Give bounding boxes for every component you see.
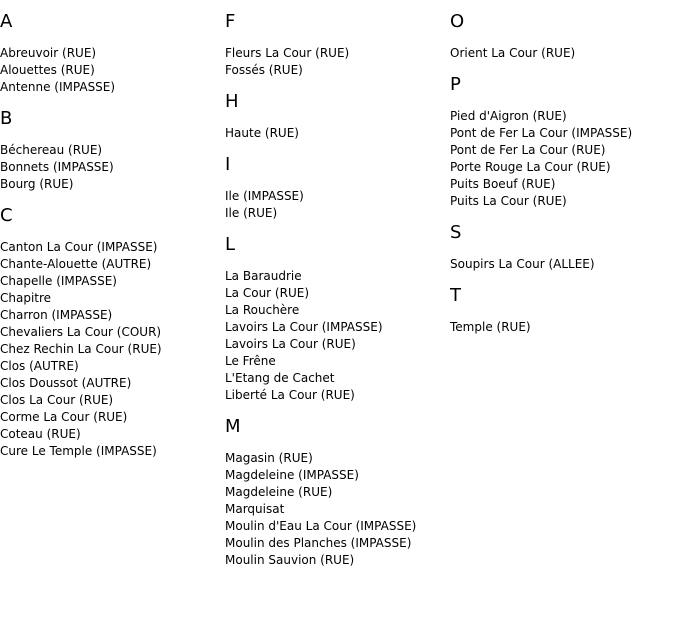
street-item[interactable]: Chez Rechin La Cour (RUE): [0, 342, 162, 356]
street-item[interactable]: Moulin d'Eau La Cour (IMPASSE): [225, 519, 417, 533]
street-item[interactable]: Fossés (RUE): [225, 63, 303, 77]
letter-section-h: [225, 92, 450, 142]
street-item[interactable]: Ile (IMPASSE): [225, 189, 304, 203]
street-list: [225, 125, 450, 142]
letter-section-l: [225, 235, 450, 404]
section-letter-heading: A: [0, 11, 13, 32]
street-item[interactable]: Canton La Cour (IMPASSE): [0, 240, 158, 254]
letter-section-o: [450, 12, 675, 62]
street-item[interactable]: Marquisat: [225, 502, 285, 516]
section-letter-heading: B: [0, 108, 13, 129]
street-item[interactable]: Magasin (RUE): [225, 451, 313, 465]
street-item[interactable]: Clos (AUTRE): [0, 359, 79, 373]
street-item[interactable]: Chapitre: [0, 291, 52, 305]
street-item[interactable]: La Cour (RUE): [225, 286, 309, 300]
street-item[interactable]: Corme La Cour (RUE): [0, 410, 128, 424]
section-letter-heading: F: [225, 11, 236, 32]
street-item[interactable]: Pont de Fer La Cour (IMPASSE): [450, 126, 633, 140]
street-list: [0, 142, 225, 193]
street-list: [225, 450, 450, 569]
street-item[interactable]: Puits La Cour (RUE): [450, 194, 567, 208]
letter-section-s: [450, 223, 675, 273]
letter-section-p: [450, 75, 675, 210]
street-list: [225, 268, 450, 404]
street-list: [450, 45, 675, 62]
section-letter-heading: M: [225, 416, 241, 437]
street-item[interactable]: Temple (RUE): [450, 320, 531, 334]
street-item[interactable]: Le Frêne: [225, 354, 276, 368]
letter-section-c: [0, 206, 225, 460]
street-item[interactable]: Clos La Cour (RUE): [0, 393, 114, 407]
street-item[interactable]: Abreuvoir (RUE): [0, 46, 97, 60]
street-item[interactable]: Béchereau (RUE): [0, 143, 103, 157]
street-item[interactable]: Chevaliers La Cour (COUR): [0, 325, 162, 339]
street-item[interactable]: Charron (IMPASSE): [0, 308, 113, 322]
street-item[interactable]: L'Etang de Cachet: [225, 371, 335, 385]
street-item[interactable]: Orient La Cour (RUE): [450, 46, 576, 60]
section-letter-heading: H: [225, 91, 239, 112]
street-item[interactable]: Magdeleine (IMPASSE): [225, 468, 359, 482]
letter-section-m: [225, 417, 450, 569]
street-item[interactable]: Coteau (RUE): [0, 427, 81, 441]
street-item[interactable]: Lavoirs La Cour (RUE): [225, 337, 356, 351]
letter-section-i: [225, 155, 450, 222]
street-item[interactable]: Chapelle (IMPASSE): [0, 274, 117, 288]
section-letter-heading: O: [450, 11, 465, 32]
section-letter-heading: P: [450, 74, 461, 95]
street-item[interactable]: Cure Le Temple (IMPASSE): [0, 444, 157, 458]
street-item[interactable]: Liberté La Cour (RUE): [225, 388, 355, 402]
street-item[interactable]: Fleurs La Cour (RUE): [225, 46, 350, 60]
street-item[interactable]: Moulin des Planches (IMPASSE): [225, 536, 412, 550]
street-item[interactable]: Lavoirs La Cour (IMPASSE): [225, 320, 383, 334]
street-item[interactable]: Puits Boeuf (RUE): [450, 177, 556, 191]
letter-section-f: [225, 12, 450, 79]
street-list: [450, 319, 675, 336]
street-item[interactable]: Alouettes (RUE): [0, 63, 95, 77]
street-item[interactable]: Pied d'Aigron (RUE): [450, 109, 567, 123]
letter-section-t: [450, 286, 675, 336]
letter-section-a: [0, 12, 225, 96]
street-item[interactable]: La Rouchère: [225, 303, 300, 317]
street-list: [225, 45, 450, 79]
street-item[interactable]: Pont de Fer La Cour (RUE): [450, 143, 606, 157]
street-item[interactable]: La Baraudrie: [225, 269, 302, 283]
section-letter-heading: S: [450, 222, 462, 243]
column-3: [450, 0, 675, 336]
column-1: [0, 0, 225, 460]
street-list: [0, 239, 225, 460]
street-item[interactable]: Moulin Sauvion (RUE): [225, 553, 355, 567]
section-letter-heading: L: [225, 234, 236, 255]
section-letter-heading: T: [450, 285, 461, 306]
street-item[interactable]: Chante-Alouette (AUTRE): [0, 257, 152, 271]
street-item[interactable]: Bonnets (IMPASSE): [0, 160, 114, 174]
street-list: [0, 45, 225, 96]
street-item[interactable]: Antenne (IMPASSE): [0, 80, 116, 94]
column-2: [225, 0, 450, 569]
street-item[interactable]: Soupirs La Cour (ALLEE): [450, 257, 595, 271]
street-list: [225, 188, 450, 222]
street-list: [450, 108, 675, 210]
street-item[interactable]: Ile (RUE): [225, 206, 278, 220]
street-item[interactable]: Clos Doussot (AUTRE): [0, 376, 132, 390]
street-item[interactable]: Bourg (RUE): [0, 177, 74, 191]
letter-section-b: [0, 109, 225, 193]
street-list: [450, 256, 675, 273]
street-item[interactable]: Porte Rouge La Cour (RUE): [450, 160, 611, 174]
section-letter-heading: C: [0, 205, 13, 226]
street-item[interactable]: Haute (RUE): [225, 126, 299, 140]
street-item[interactable]: Magdeleine (RUE): [225, 485, 333, 499]
section-letter-heading: I: [225, 154, 231, 175]
